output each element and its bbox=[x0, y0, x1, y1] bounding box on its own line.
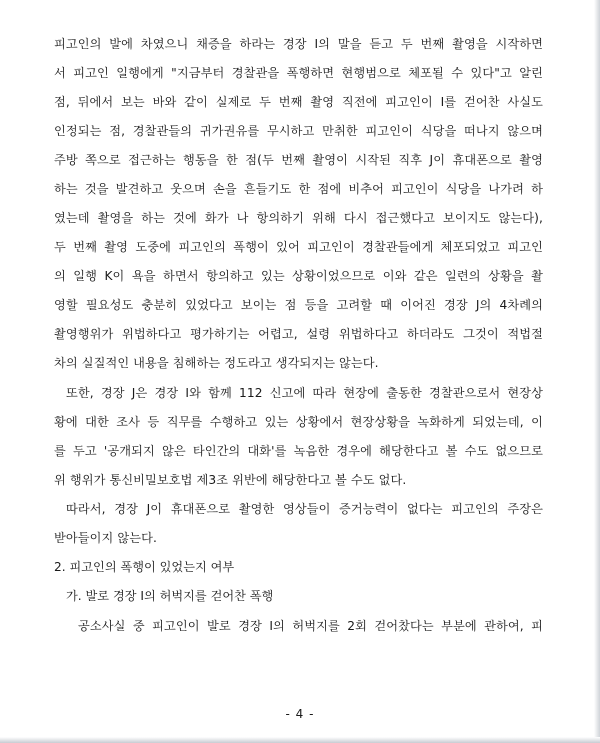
section-heading: 2. 피고인의 폭행이 있었는지 여부 bbox=[54, 560, 235, 574]
text-line: 황에 대한 조사 등 직무를 수행하고 있는 상황에서 현장상황을 녹화하게 되었는데, 이 bbox=[54, 415, 543, 429]
text-line: 주방 쪽으로 접근하는 행동을 한 점(두 번째 촬영이 시작된 직후 J이 휴대폰으로 촬영 bbox=[54, 153, 543, 167]
text-line: 공소사실 중 피고인이 발로 경장 I의 허벅지를 2회 걷어찼다는 부분에 관하여, 피 bbox=[78, 619, 543, 633]
text-line: 두 번째 촬영 도중에 피고인의 폭행이 있어 피고인이 경찰관들에게 체포되었고 피고인 bbox=[54, 240, 543, 254]
page-number: - 4 - bbox=[285, 707, 315, 721]
subsection-heading: 가. 발로 경장 I의 허벅지를 걷어찬 폭행 bbox=[66, 589, 274, 603]
text-line: 였는데 촬영을 하는 것에 화가 나 항의하기 위해 다시 접근했다고 보이지도 않는다), bbox=[54, 211, 543, 225]
text-line: 차의 실질적인 내용을 침해하는 정도라고 생각되지는 않는다. bbox=[54, 356, 379, 370]
viewer-edge bbox=[0, 737, 600, 743]
viewer-edge bbox=[594, 0, 600, 743]
text-line: 를 두고 '공개되지 않은 타인간의 대화'를 녹음한 경우에 해당한다고 볼 수도 없으므로 bbox=[54, 444, 543, 458]
text-line: 따라서, 경장 J이 휴대폰으로 촬영한 영상들이 증거능력이 없다는 피고인의 주장은 bbox=[66, 502, 543, 516]
text-line: 또한, 경장 J은 경장 I와 함께 112 신고에 따라 현장에 출동한 경찰관으로서 현장상 bbox=[66, 386, 543, 400]
text-line: 인정되는 점, 경찰관들의 귀가권유를 무시하고 만취한 피고인이 식당을 떠나지 않으며 bbox=[54, 124, 543, 138]
text-line: 받아들이지 않는다. bbox=[54, 531, 157, 545]
text-line: 하는 것을 발견하고 웃으며 손을 흔들기도 한 점에 비추어 피고인이 식당을 나가려 하 bbox=[54, 182, 543, 196]
text-line: 피고인의 발에 차였으니 채증을 하라는 경장 I의 말을 듣고 두 번째 촬영을 시작하면 bbox=[54, 37, 543, 51]
text-line: 촬영행위가 위법하다고 평가하기는 어렵고, 설령 위법하다고 하더라도 그것이 적법절 bbox=[54, 327, 543, 341]
text-line: 서 피고인 일행에게 "지금부터 경찰관을 폭행하면 현행범으로 체포될 수 있다"고 알린 bbox=[54, 66, 543, 80]
text-line: 의 일행 K이 욕을 하면서 항의하고 있는 상황이었으므로 이와 같은 일련의 상황을 촬 bbox=[54, 269, 543, 283]
text-line: 위 행위가 통신비밀보호법 제3조 위반에 해당한다고 볼 수도 없다. bbox=[54, 473, 407, 487]
text-line: 점, 뒤에서 보는 바와 같이 실제로 두 번째 촬영 직전에 피고인이 I를 걷어찬 사실도 bbox=[54, 95, 543, 109]
text-line: 영할 필요성도 충분히 있었다고 보이는 점 등을 고려할 때 이어진 경장 J의 4차례의 bbox=[54, 298, 543, 312]
